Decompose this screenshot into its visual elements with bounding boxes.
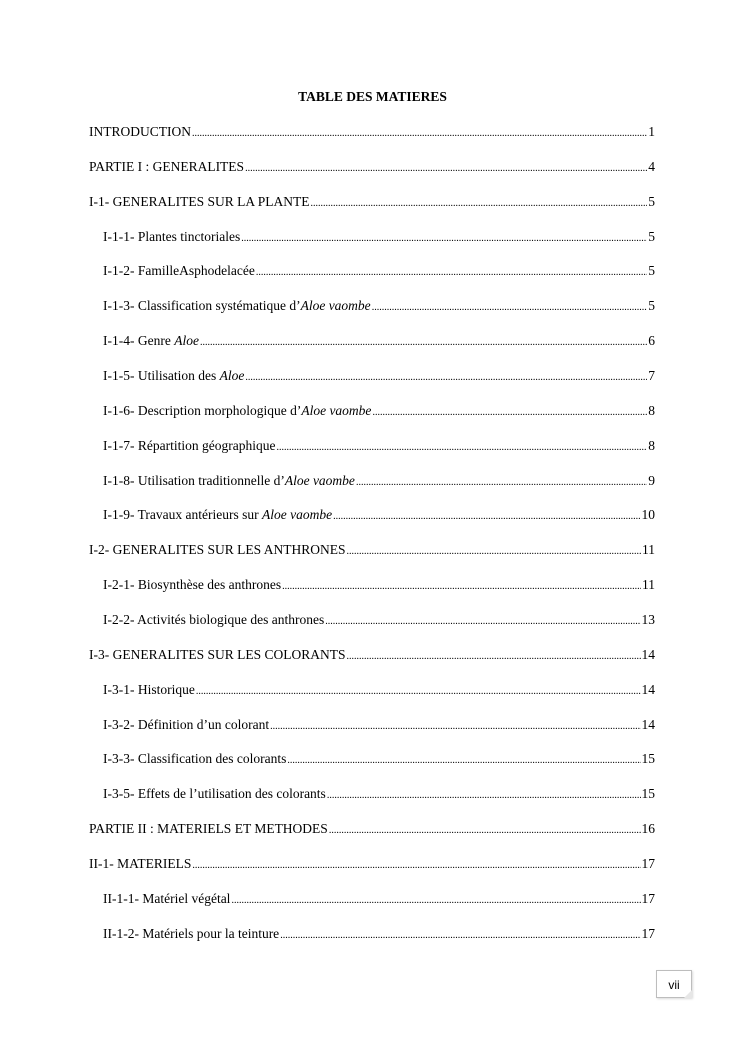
toc-entry-page: 8 <box>648 402 655 418</box>
toc-entry-page: 14 <box>641 716 655 732</box>
toc-entry-label <box>89 123 191 141</box>
toc-entry[interactable] <box>89 158 655 176</box>
toc-entry-page: 11 <box>642 542 655 558</box>
toc-dot-leader <box>282 578 641 596</box>
toc-entry-page: 15 <box>641 786 655 802</box>
toc-entry[interactable] <box>103 297 655 315</box>
toc-entry-page: 13 <box>641 611 655 627</box>
toc-entry-page: 4 <box>648 158 655 174</box>
toc-entry[interactable] <box>103 332 655 350</box>
toc-entry-italic-text: Aloe vaombe <box>301 402 372 418</box>
toc-entry-page: 17 <box>641 890 655 906</box>
toc-entry-page: 9 <box>648 472 655 488</box>
toc-entry-label <box>89 646 346 664</box>
toc-entry[interactable] <box>103 472 655 490</box>
toc-entry-page: 11 <box>642 577 655 592</box>
toc-entry-label <box>103 785 326 803</box>
toc-dot-leader <box>192 857 640 875</box>
toc-dot-leader <box>245 369 647 387</box>
toc-entry-label <box>103 611 324 629</box>
toc-entry-text: I-2-1- Biosynthèse des anthrones <box>103 577 282 592</box>
toc-entry-text: I-3-3- Classification des colorants <box>103 751 287 767</box>
toc-entry-page: 7 <box>648 368 655 383</box>
toc-entry-label <box>89 855 191 873</box>
toc-entry-label <box>103 506 332 524</box>
toc-entry[interactable] <box>103 576 655 594</box>
toc-entry-page: 14 <box>641 646 655 662</box>
toc-dot-leader <box>372 404 647 422</box>
toc-entry-page: 1 <box>648 124 655 139</box>
toc-entry[interactable] <box>103 367 655 385</box>
toc-entry-label <box>103 890 230 908</box>
toc-entry-text: I-1-4- Genre <box>103 333 175 349</box>
toc-dot-leader <box>256 264 647 282</box>
toc-entry-text: I-1-3- Classification systématique d’ <box>103 298 301 314</box>
toc-entry[interactable] <box>89 193 655 211</box>
toc-dot-leader <box>287 752 640 770</box>
toc-entry-label <box>103 925 279 943</box>
toc-dot-leader <box>333 508 640 526</box>
toc-entry-page: 5 <box>648 228 655 244</box>
toc-entry-page: 5 <box>648 193 655 209</box>
toc-entry-italic-text: Aloe <box>219 368 245 383</box>
toc-entry-text: I-1- GENERALITES SUR LA PLANTE <box>89 193 310 209</box>
toc-entry-page: 10 <box>641 507 655 523</box>
toc-entry-text: I-1-8- Utilisation traditionnelle d’ <box>103 472 285 488</box>
toc-entry-text: I-1-1- Plantes tinctoriales <box>103 228 241 244</box>
toc-entry-text: PARTIE II : MATERIELS ET METHODES <box>89 821 328 836</box>
page-number: vii <box>656 970 692 998</box>
page-title: TABLE DES MATIERES <box>298 89 447 104</box>
toc-entry[interactable] <box>89 820 655 838</box>
toc-entry-label <box>103 262 255 280</box>
toc-entry[interactable] <box>89 123 655 141</box>
toc-entry-text: I-1-9- Travaux antérieurs sur <box>103 507 262 523</box>
toc-entry[interactable] <box>103 611 655 629</box>
toc-entry[interactable] <box>89 646 655 664</box>
toc-dot-leader <box>280 927 640 945</box>
toc-entry-label <box>103 750 286 768</box>
toc-entry[interactable] <box>103 785 655 803</box>
toc-entry-label <box>89 820 328 838</box>
toc-dot-leader <box>347 648 641 666</box>
toc-entry[interactable] <box>89 855 655 873</box>
toc-entry-italic-text: Aloe vaombe <box>284 472 355 488</box>
toc-entry-page: 14 <box>641 681 655 697</box>
toc-dot-leader <box>347 543 642 561</box>
toc-entry-text: I-3-2- Définition d’un colorant <box>103 716 270 732</box>
toc-entry-label <box>103 332 199 350</box>
toc-entry-text: II-1-2- Matériels pour la teinture <box>103 925 280 941</box>
toc-entry-italic-text: Aloe vaombe <box>261 507 333 523</box>
toc-entry-text: I-1-5- Utilisation des <box>103 368 220 383</box>
toc-entry-label <box>103 716 269 734</box>
toc-dot-leader <box>310 195 647 213</box>
toc-entry-page: 17 <box>641 855 655 871</box>
toc-entry-label <box>89 158 244 176</box>
toc-entry[interactable] <box>103 750 655 768</box>
toc-dot-leader <box>231 892 640 910</box>
toc-entry-page: 17 <box>641 925 655 941</box>
toc-dot-leader <box>325 613 640 631</box>
toc-dot-leader <box>329 822 641 840</box>
toc-entry-text: I-1-7- Répartition géographique <box>103 437 276 453</box>
toc-entry-text: I-3-5- Effets de l’utilisation des colorants <box>103 786 326 802</box>
toc-dot-leader <box>192 125 647 143</box>
toc-dot-leader <box>327 787 641 805</box>
toc-entry-label <box>103 367 244 385</box>
toc-entry[interactable] <box>103 437 655 455</box>
toc-dot-leader <box>245 160 647 178</box>
toc-entry[interactable] <box>103 506 655 524</box>
toc-entry-text: I-1-6- Description morphologique d’ <box>103 402 302 418</box>
toc-entry-text: INTRODUCTION <box>89 124 191 139</box>
toc-entry[interactable] <box>103 925 655 943</box>
toc-entry-text: I-2- GENERALITES SUR LES ANTHRONES <box>89 542 346 558</box>
toc-dot-leader <box>196 683 641 701</box>
toc-entry[interactable] <box>103 890 655 908</box>
toc-entry-page: 5 <box>648 298 655 314</box>
toc-entry[interactable] <box>103 262 655 280</box>
toc-dot-leader <box>270 718 640 736</box>
toc-dot-leader <box>200 334 647 352</box>
toc-entry-label <box>89 193 309 211</box>
toc-entry-page: 15 <box>641 751 655 767</box>
toc-entry-label <box>103 228 240 246</box>
toc-entry[interactable] <box>103 402 655 420</box>
toc-dot-leader <box>276 439 647 457</box>
toc-entry-label <box>103 437 275 455</box>
toc-entry-label <box>89 541 346 559</box>
toc-entry-label <box>103 472 355 490</box>
toc-entry-page: 6 <box>648 333 655 349</box>
toc-entry-text: I-3-1- Historique <box>103 681 195 697</box>
toc-dot-leader <box>356 474 647 492</box>
toc-entry[interactable] <box>103 681 655 699</box>
toc-entry-italic-text: Aloe vaombe <box>300 298 371 314</box>
toc-entry-page: 8 <box>648 437 655 453</box>
toc-dot-leader <box>241 230 647 248</box>
toc-entry-text: PARTIE I : GENERALITES <box>89 158 245 174</box>
toc-entry-text: I-1-2- FamilleAsphodelacée <box>103 263 255 279</box>
toc-dot-leader <box>372 299 648 317</box>
toc-entry-page: 5 <box>648 263 655 279</box>
toc-entry[interactable] <box>103 716 655 734</box>
toc-entry-label <box>103 681 195 699</box>
toc-entry[interactable] <box>89 541 655 559</box>
toc-entry[interactable] <box>103 228 655 246</box>
toc-entry-text: I-2-2- Activités biologique des anthrones <box>103 611 325 627</box>
toc-entry-italic-text: Aloe <box>174 333 199 349</box>
toc-entry-label <box>103 576 281 594</box>
toc-entry-page: 16 <box>641 821 655 836</box>
toc-entry-label <box>103 402 371 420</box>
toc-entry-label <box>103 297 371 315</box>
toc-entry-text: II-1-1- Matériel végétal <box>103 890 231 906</box>
toc-entry-text: I-3- GENERALITES SUR LES COLORANTS <box>89 646 346 662</box>
toc-entry-text: II-1- MATERIELS <box>89 855 192 871</box>
